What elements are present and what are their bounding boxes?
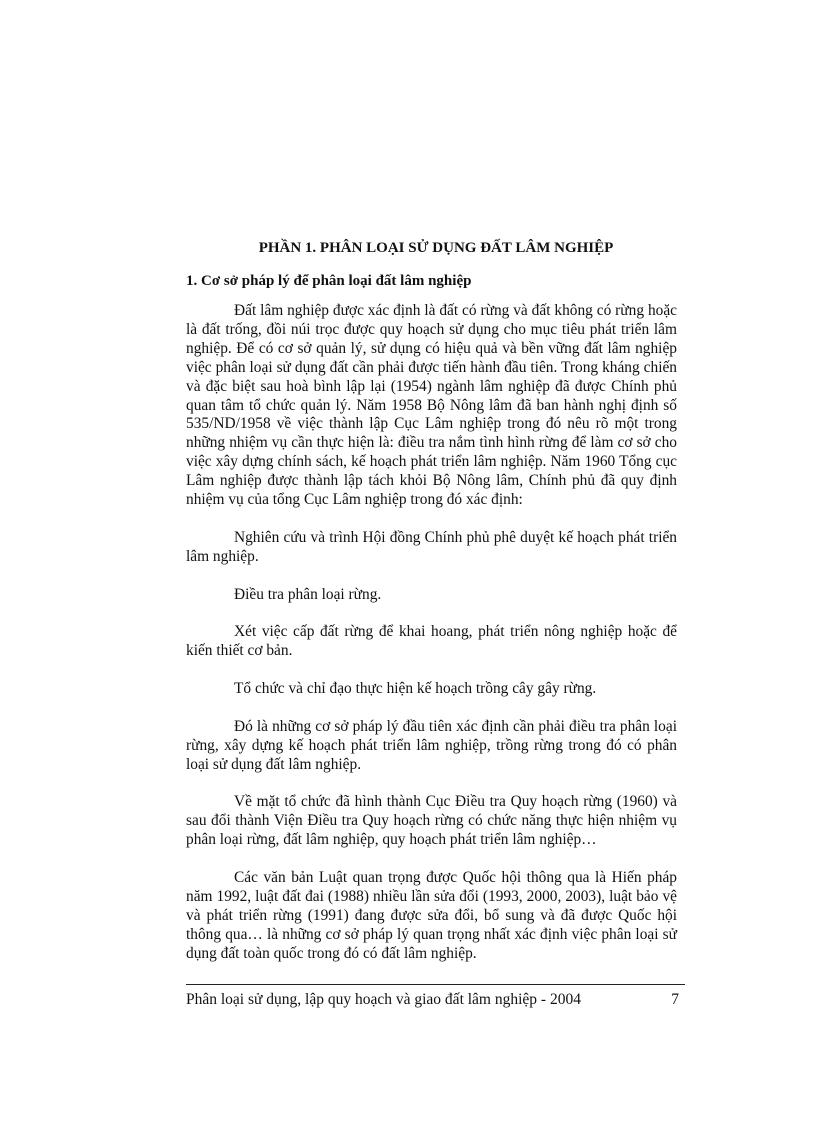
- paragraph-duty-land-allocation: Xét việc cấp đất rừng để khai hoang, phát triển nông nghiệp hoặc để kiến thiết cơ bản.: [186, 623, 677, 660]
- paragraph-duty-research: Nghiên cứu và trình Hội đồng Chính phủ phê duyệt kế hoạch phát triển lâm nghiệp.: [186, 528, 677, 565]
- paragraph-legal-basis: Đó là những cơ sở pháp lý đầu tiên xác định cần phải điều tra phân loại rừng, xây dựng kế hoạch phát triển lâm nghiệp, trồng rừng trong đó có phân loại sử dụng đất lâm nghiệp.: [186, 717, 677, 773]
- footer-title: Phân loại sử dụng, lập quy hoạch và giao đất lâm nghiệp - 2004: [186, 991, 581, 1008]
- section-heading: 1. Cơ sở pháp lý để phân loại đất lâm nghiệp: [186, 273, 472, 289]
- paragraph-duty-survey: Điều tra phân loại rừng.: [234, 585, 382, 603]
- paragraph-laws: Các văn bản Luật quan trọng được Quốc hội thông qua là Hiến pháp năm 1992, luật đất đai (1988) nhiều lần sửa đổi (1993, 2000, 2003), luật bảo vệ và phát triển rừng (1991) đang được sửa đổi, bổ sung và đã được Quốc hội thông qua… là những cơ sở pháp lý quan trọng nhất xác định việc phân loại sử dụng đất toàn quốc trong đó có đất lâm nghiệp.: [186, 869, 677, 962]
- part-title: PHẦN 1. PHÂN LOẠI SỬ DỤNG ĐẤT LÂM NGHIỆP: [258, 240, 614, 256]
- paragraph-duty-planting: Tổ chức và chỉ đạo thực hiện kế hoạch trồng cây gây rừng.: [234, 680, 597, 698]
- page-footer: [186, 984, 685, 1009]
- paragraph-intro: Đất lâm nghiệp được xác định là đất có rừng và đất không có rừng hoặc là đất trống, đồi núi trọc được quy hoạch sử dụng cho mục tiêu phát triển lâm nghiệp. Để có cơ sở quản lý, sử dụng có hiệu quả và bền vững đất lâm nghiệp việc phân loại sử dụng đất cần phải được tiến hành đầu tiên. Trong kháng chiến và đặc biệt sau hoà bình lập lại (1954) ngành lâm nghiệp đã được Chính phủ quan tâm tổ chức quản lý. Năm 1958 Bộ Nông lâm đã ban hành nghị định số 535/ND/1958 về việc thành lập Cục Lâm nghiệp trong đó nêu rõ một trong những nhiệm vụ cần thực hiện là: điều tra nắm tình hình rừng để làm cơ sở cho việc xây dựng chính sách, kế hoạch phát triển lâm nghiệp. Năm 1960 Tổng cục Lâm nghiệp được thành lập tách khỏi Bộ Nông lâm, Chính phủ đã quy định nhiệm vụ của tổng Cục Lâm nghiệp trong đó xác định:: [186, 302, 677, 509]
- page-number: 7: [671, 991, 679, 1008]
- body-text: [186, 302, 677, 983]
- paragraph-organization: Về mặt tổ chức đã hình thành Cục Điều tra Quy hoạch rừng (1960) và sau đổi thành Viện Điều tra Quy hoạch rừng có chức năng thực hiện nhiệm vụ phân loại rừng, đất lâm nghiệp, quy hoạch phát triển lâm nghiệp…: [186, 793, 677, 849]
